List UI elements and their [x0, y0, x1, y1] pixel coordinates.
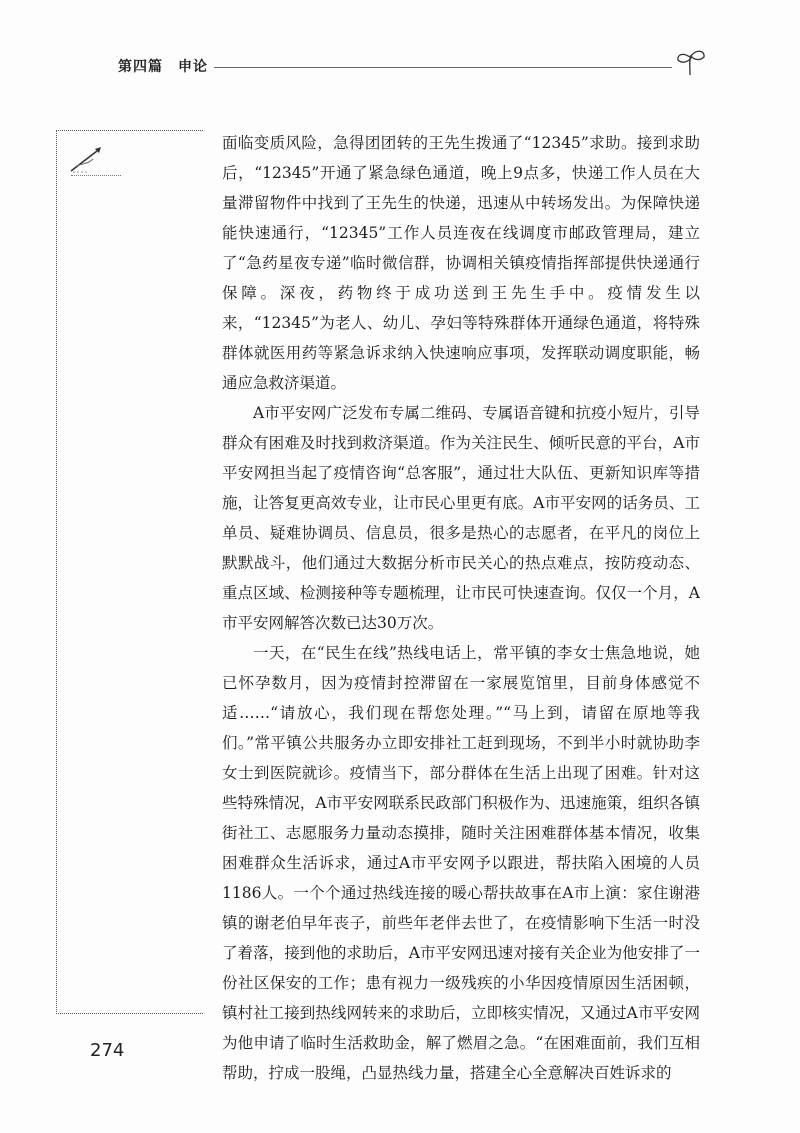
page-number: 274 [90, 1040, 125, 1061]
sprout-icon [674, 48, 708, 80]
paragraph-1: 面临变质风险，急得团团转的王先生拨通了“12345”求助。接到求助后，“12345”开通了紧急绿色通道，晚上9点多，快递工作人员在大量滞留物件中找到了王先生的快递，迅速从中转场发出。为保障快递能快速通行，“12345”工作人员连夜在线调度市邮政管理局，建立了“急药星夜专递”临时微信群，协调相关镇疫情指挥部提供快递通行保障。深夜，药物终于成功送到王先生手中。疫情发生以来，“12345”为老人、幼儿、孕妇等特殊群体开通绿色通道，将特殊群体就医用药等紧急诉求纳入快速响应事项，发挥联动调度职能，畅通应急救济渠道。 [222, 134, 700, 392]
margin-note-frame [56, 130, 203, 1014]
paragraph-3: 一天，在“民生在线”热线电话上，常平镇的李女士焦急地说，她已怀孕数月，因为疫情封控滞留在一家展览馆里，目前身体感觉不适……“请放心，我们现在帮您处理。”“马上到，请留在原地等我们。”常平镇公共服务办立即安排社工赶到现场，不到半小时就协助李女士到医院就诊。疫情当下，部分群体在生活上出现了困难。针对这些特殊情况，A市平安网联系民政部门积极作为、迅速施策，组织各镇街社工、志愿服务力量动态摸排，随时关注困难群体基本情况，收集困难群众生活诉求，通过A市平安网予以跟进，帮扶陷入困境的人员1186人。一个个通过热线连接的暖心帮扶故事在A市上演：家住谢港镇的谢老伯早年丧子，前些年老伴去世了，在疫情影响下生活一时没了着落，接到他的求助后，A市平安网迅速对接有关企业为他安排了一份社区保安的工作；患有视力一级残疾的小华因疫情原因生活困顿，镇村社工接到热线网转来的求助后，立即核实情况，又通过A市平安网为他申请了临时生活救助金，解了燃眉之急。“在困难面前，我们互相帮助，拧成一股绳，凸显热线力量，搭建全心全意解决百姓诉求的 [222, 644, 700, 1082]
section-title: 第四篇 申论 [118, 59, 208, 75]
pen-icon [67, 145, 109, 179]
running-header [118, 48, 708, 78]
paragraph-2: A市平安网广泛发布专属二维码、专属语音键和抗疫小短片，引导群众有困难及时找到救济渠道。作为关注民生、倾听民意的平台，A市平安网担当起了疫情咨询“总客服”，通过壮大队伍、更新知识库等措施，让答复更高效专业，让市民心里更有底。A市平安网的话务员、工单员、疑难协调员、信息员，很多是热心的志愿者，在平凡的岗位上默默战斗，他们通过大数据分析市民关心的热点难点，按防疫动态、重点区域、检测接种等专题梳理，让市民可快速查询。仅仅一个月，A市平安网解答次数已达30万次。 [222, 404, 700, 632]
article-body [222, 128, 700, 1088]
note-line [71, 175, 121, 176]
header-rule [214, 67, 672, 68]
